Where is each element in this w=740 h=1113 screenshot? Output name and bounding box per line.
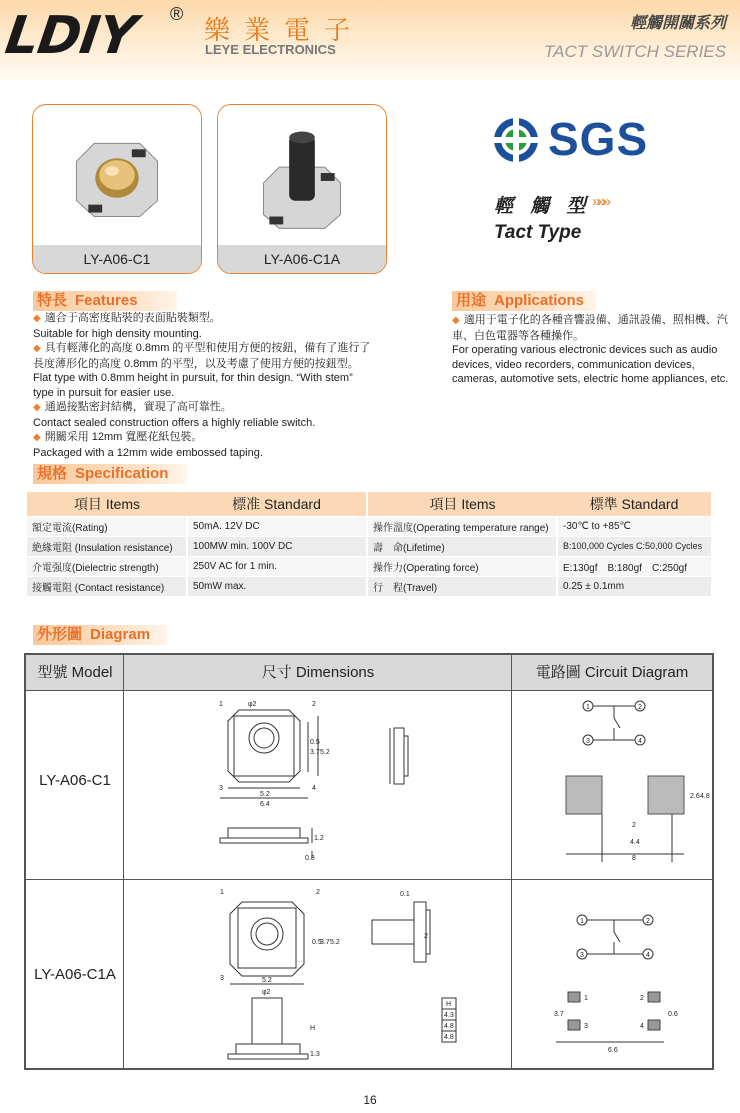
- type-chinese: 輕 觸 型: [494, 196, 592, 217]
- svg-text:H: H: [446, 1001, 452, 1008]
- svg-text:5.2: 5.2: [320, 749, 330, 756]
- model-c1a: LY-A06-C1A: [34, 966, 116, 983]
- svg-text:0.6: 0.6: [668, 1011, 678, 1018]
- svg-text:2: 2: [640, 995, 644, 1002]
- company-logo: LDIY: [1, 6, 140, 66]
- pad-right: [648, 776, 684, 814]
- svg-text:2: 2: [646, 918, 650, 925]
- svg-text:1: 1: [220, 889, 224, 896]
- switch-c1a-photo: [218, 105, 386, 247]
- specification-table: [27, 492, 711, 596]
- sgs-logo-text: SGS: [548, 113, 649, 165]
- svg-text:3: 3: [220, 975, 224, 982]
- type-english: Tact Type: [494, 222, 582, 243]
- product-card-c1: [32, 104, 202, 274]
- svg-text:8: 8: [632, 855, 636, 862]
- registered-mark: ®: [170, 4, 184, 24]
- diagram-header-row: [26, 655, 712, 691]
- svg-text:3.7: 3.7: [554, 1011, 564, 1018]
- svg-text:3.7: 3.7: [320, 939, 330, 946]
- table-row: 介電强度(Dielectric strength) 250V AC for 1 min. 操作力(Operating force) E:130gf B:180gf C:250gf: [27, 556, 711, 576]
- table-header-row: 項目 Items 標准 Standard 項目 Items 標準 Standard: [27, 492, 711, 516]
- svg-text:3: 3: [580, 952, 584, 959]
- svg-text:2: 2: [632, 822, 636, 829]
- switch-c1-photo: [33, 105, 201, 247]
- product-caption: LY-A06-C1A: [218, 245, 386, 273]
- svg-text:1.3: 1.3: [310, 1051, 320, 1058]
- table-row: 額定電流(Rating) 50mA. 12V DC 操作溫度(Operating temperature range) -30℃ to +85℃: [27, 516, 711, 536]
- svg-text:1.2: 1.2: [314, 835, 324, 842]
- svg-text:4.3: 4.3: [444, 1012, 454, 1019]
- svg-text:H: H: [310, 1025, 316, 1032]
- header-circuit: 電路圖 Circuit Diagram: [535, 664, 689, 681]
- applications-heading: 用途 Applications: [452, 291, 596, 311]
- svg-text:1: 1: [219, 701, 223, 708]
- features-text: ◆ 適合于高密度貼裝的表面貼裝類型。 Suitable for high density mounting. ◆ 具有輕薄化的高度 0.8mm 的平型和使用方便的按鈕，備有了進行了 長度薄形化的高度 0.8mm 的平型，以及考慮了使用方便的按鈕型。 Flat type with 0.8mm height in pursuit, for thin design. “With stem” type in pursuit for easier use. ◆ 通過接點密封結構，實現了高可靠性。 Contact sealed construction offers a highly reliable switch. ◆ 開關采用 12mm 寬壓花紙包裝。 Packaged with a 12mm wide embossed taping.: [33, 311, 370, 460]
- c1a-circuit-diagram: [512, 880, 712, 1070]
- svg-text:1: 1: [580, 918, 584, 925]
- brand-chinese-name: 樂業電子: [204, 15, 365, 45]
- series-chinese-title: 輕觸開關系列: [629, 15, 726, 32]
- svg-text:3: 3: [584, 1023, 588, 1030]
- pad-left: [566, 776, 602, 814]
- svg-text:2: 2: [638, 704, 642, 711]
- applications-text: ◆ 適用于電子化的各種音響設備、通訊設備、照相機、汽 車、白色電器等各種操作。 For operating various electronic devices such as audio devices, video recorders, communication devices, cameras, automotive sets, electric home appliances, etc.: [452, 313, 728, 387]
- svg-text:6.6: 6.6: [608, 1047, 618, 1054]
- svg-text:4.8: 4.8: [700, 793, 710, 800]
- svg-text:4: 4: [640, 1023, 644, 1030]
- svg-text:5.2: 5.2: [262, 977, 272, 984]
- product-card-c1a: [217, 104, 387, 274]
- model-c1: LY-A06-C1: [39, 772, 111, 789]
- svg-text:2: 2: [424, 933, 428, 940]
- svg-text:4.8: 4.8: [444, 1023, 454, 1030]
- svg-text:6.4: 6.4: [260, 801, 270, 808]
- c1-circuit-diagram: [512, 692, 712, 878]
- product-caption: LY-A06-C1: [33, 245, 201, 273]
- page-header: [0, 0, 740, 80]
- svg-text:3.7: 3.7: [310, 749, 320, 756]
- svg-text:0.8: 0.8: [305, 855, 315, 862]
- svg-text:5.2: 5.2: [330, 939, 340, 946]
- svg-text:2: 2: [316, 889, 320, 896]
- svg-text:2.6: 2.6: [690, 793, 700, 800]
- page-number: 16: [363, 1093, 377, 1107]
- diagram-table: [24, 653, 714, 1070]
- svg-text:4.8: 4.8: [444, 1034, 454, 1041]
- svg-text:0.1: 0.1: [400, 891, 410, 898]
- header-dimensions: 尺寸 Dimensions: [261, 664, 375, 681]
- table-row: 絶緣電阻 (Insulation resistance) 100MW min. 100V DC 壽 命(Lifetime) B:100,000 Cycles C:50,000 Cycles: [27, 536, 711, 556]
- c1-dimension-drawing: [124, 692, 510, 878]
- table-row: 接觸電阻 (Contact resistance) 50mW max. 行 程(Travel) 0.25 ± 0.1mm: [27, 576, 711, 596]
- svg-text:1: 1: [586, 704, 590, 711]
- svg-text:3: 3: [586, 738, 590, 745]
- svg-text:4: 4: [312, 785, 316, 792]
- header-model: 型號 Model: [37, 664, 113, 681]
- spec-heading: 規格 Specification: [33, 464, 187, 484]
- svg-text:0.5: 0.5: [310, 739, 320, 746]
- series-english-title: TACT SWITCH SERIES: [544, 42, 726, 61]
- svg-text:1: 1: [584, 995, 588, 1002]
- svg-text:3: 3: [219, 785, 223, 792]
- chevron-right-icon: »»»: [592, 193, 609, 210]
- svg-text:0.5: 0.5: [312, 939, 322, 946]
- sgs-globe-icon: [490, 116, 546, 164]
- svg-text:φ2: φ2: [262, 989, 271, 996]
- svg-text:2: 2: [312, 701, 316, 708]
- svg-text:4.4: 4.4: [630, 839, 640, 846]
- svg-text:4: 4: [638, 738, 642, 745]
- svg-text:φ2: φ2: [248, 701, 257, 708]
- svg-text:4: 4: [646, 952, 650, 959]
- brand-english-name: LEYE ELECTRONICS: [205, 42, 336, 57]
- features-heading: 特長 Features: [33, 291, 177, 311]
- c1a-dimension-drawing: [124, 880, 510, 1070]
- svg-text:5.2: 5.2: [260, 791, 270, 798]
- diagram-heading: 外形圖 Diagram: [33, 625, 167, 645]
